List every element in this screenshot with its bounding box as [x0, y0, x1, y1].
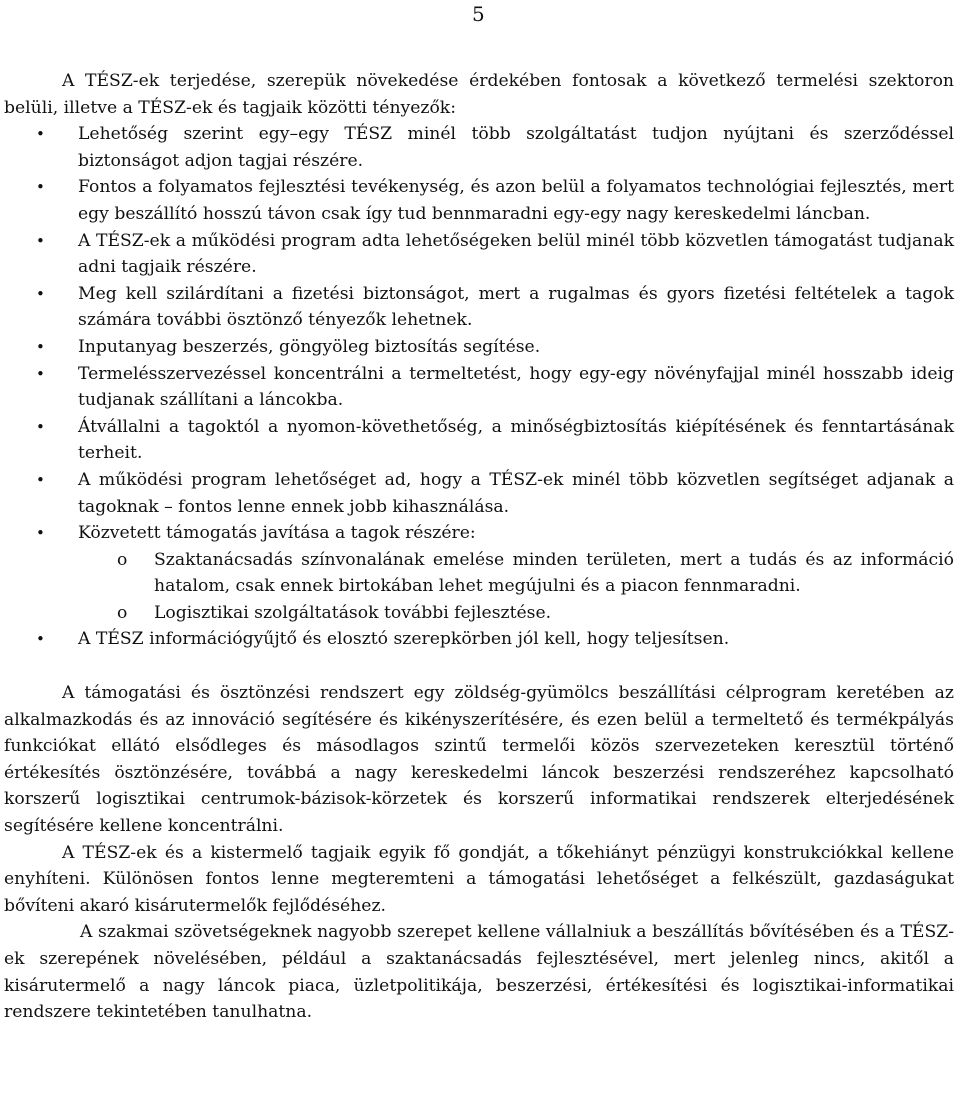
bullet-icon: • — [36, 364, 45, 383]
bullet-icon: • — [36, 337, 45, 356]
list-item — [4, 121, 954, 174]
list-item — [4, 361, 954, 414]
sub-list-item-text: Logisztikai szolgáltatások további fejlesztése. — [154, 602, 552, 623]
intro-paragraph: A TÉSZ-ek terjedése, szerepük növekedése érdekében fontosak a következő termelési szektoron belüli, illetve a TÉSZ-ek és tagjaik közötti tényezők: — [4, 71, 954, 118]
sub-list-item-text: Szaktanácsadás színvonalának emelése minden területen, mert a tudás és az információ hatalom, csak ennek birtokában lehet megújulni és a piacon fennmaradni. — [154, 549, 954, 597]
list-item-text: A TÉSZ-ek a működési program adta lehetőségeken belül minél több közvetlen támogatást tudjanak adni tagjaik részére. — [78, 230, 954, 278]
bullet-icon: • — [36, 178, 45, 197]
factor-list — [4, 121, 954, 653]
list-item — [4, 414, 954, 467]
list-item-text: Meg kell szilárdítani a fizetési biztonságot, mert a rugalmas és gyors fizetési feltételek a tagok számára további ösztönző tényezők lehetnek. — [78, 283, 954, 331]
body-paragraph: A TÉSZ-ek és a kistermelő tagjaik egyik fő gondját, a tőkehiányt pénzügyi konstrukciókkal kellene enyhíteni. Különösen fontos lenne megteremteni a támogatási lehetőséget a felkészült, gazdaságukat bővíteni akaró kisárutermelők fejlődéséhez. — [4, 842, 954, 916]
bullet-icon: • — [36, 284, 45, 303]
list-item-text: Átvállalni a tagoktól a nyomon-követhetőség, a minőségbiztosítás kiépítésének és fenntartásának terheit. — [78, 416, 954, 464]
document-body — [4, 68, 954, 1026]
circle-bullet-icon: o — [117, 602, 128, 623]
body-paragraph: A támogatási és ösztönzési rendszert egy zöldség-gyümölcs beszállítási célprogram keretében az alkalmazkodás és az innováció segítésére és kikényszerítésére, és ezen belül a termeltető és termékpályás funkciókat ellátó elsődleges és másodlagos szintű termelői közös szervezeteken keresztül történő értékesítés ösztönzésére, továbbá a nagy kereskedelmi láncok beszerzési rendszeréhez kapcsolható korszerű logisztikai centrumok-bázisok-körzetek és korszerű informatikai rendszerek elterjedésének segítésére kellene koncentrálni. — [4, 683, 954, 837]
list-item — [4, 520, 954, 626]
list-item-text: Inputanyag beszerzés, göngyöleg biztosítás segítése. — [78, 336, 541, 357]
list-item — [4, 467, 954, 520]
bullet-icon: • — [36, 417, 45, 436]
list-item-text: A TÉSZ információgyűjtő és elosztó szerepkörben jól kell, hogy teljesítsen. — [78, 629, 730, 650]
circle-bullet-icon: o — [117, 549, 128, 570]
sub-list-item — [4, 600, 954, 627]
list-item-text: Közvetett támogatás javítása a tagok részére: — [78, 523, 476, 544]
body-paragraph: A szakmai szövetségeknek nagyobb szerepet kellene vállalniuk a beszállítás bővítésében és a TÉSZ-ek szerepének növelésében, például a szaktanácsadás fejlesztésével, mert jelenleg nincs, akitől a kisárutermelő a nagy láncok piaca, üzletpolitikája, beszerzési, értékesítési és logisztikai-informatikai rendszere tekintetében tanulhatna. — [4, 922, 954, 1023]
bullet-icon: • — [36, 231, 45, 250]
list-item-text: Lehetőség szerint egy–egy TÉSZ minél több szolgáltatást tudjon nyújtani és szerződéssel biztonságot adjon tagjai részére. — [78, 124, 954, 171]
list-item — [4, 334, 954, 361]
bullet-icon: • — [36, 470, 45, 489]
list-item-text: A működési program lehetőséget ad, hogy a TÉSZ-ek minél több közvetlen segítséget adjanak a tagoknak – fontos lenne ennek jobb kihasználása. — [78, 469, 954, 517]
list-item — [4, 228, 954, 281]
sub-list — [78, 547, 954, 627]
list-item — [4, 174, 954, 227]
list-item — [4, 281, 954, 334]
spacer — [4, 653, 954, 680]
bullet-icon: • — [36, 630, 45, 649]
bullet-icon: • — [36, 125, 45, 144]
list-item-text: Fontos a folyamatos fejlesztési tevékenység, és azon belül a folyamatos technológiai fejlesztés, mert egy beszállító hosszú távon csak így tud bennmaradni egy-egy nagy kereskedelmi láncban. — [78, 177, 954, 224]
bullet-icon: • — [36, 524, 45, 543]
sub-list-item — [4, 547, 954, 600]
list-item — [4, 626, 954, 653]
list-item-text: Termelésszervezéssel koncentrálni a termeltetést, hogy egy-egy növényfajjal minél hosszabb ideig tudjanak szállítani a láncokba. — [78, 363, 954, 411]
page-number: 5 — [472, 2, 485, 26]
